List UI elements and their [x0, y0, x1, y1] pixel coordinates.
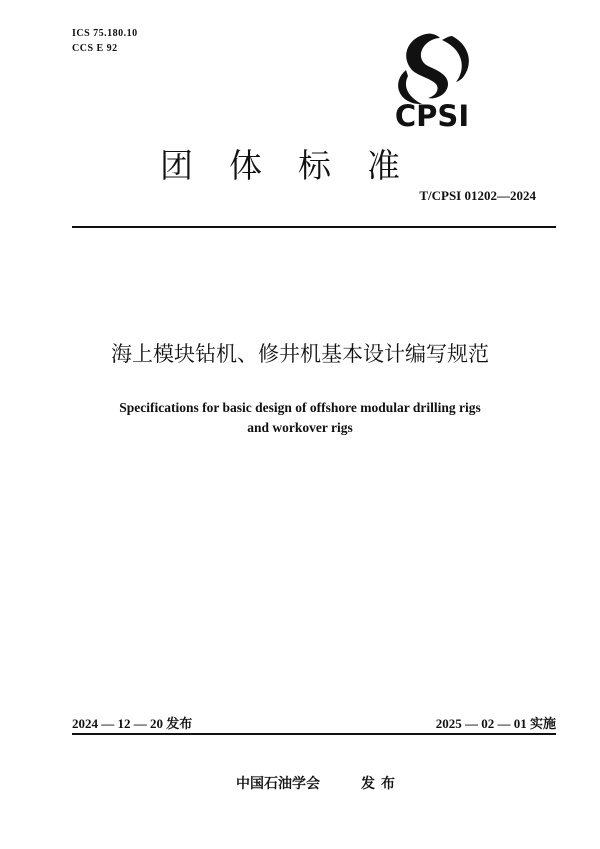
standard-number: T/CPSI 01202—2024: [419, 188, 536, 203]
english-title-line1: Specifications for basic design of offshore modular drilling rigs: [119, 400, 481, 415]
chinese-title: 海上模块钻机、修井机基本设计编写规范: [111, 342, 489, 366]
issue-date: 2024 — 12 — 20 发布: [72, 716, 193, 731]
bottom-divider: [72, 733, 556, 735]
standard-type-heading: 团体标准: [160, 146, 436, 185]
english-title-line2: and workover rigs: [247, 420, 353, 435]
publish-label: 发布: [361, 776, 401, 792]
publisher-name: 中国石油学会: [236, 776, 320, 792]
implementation-date: 2025 — 02 — 01 实施: [435, 716, 556, 731]
cpsi-logo: [378, 26, 486, 134]
top-divider: [72, 226, 556, 228]
ics-code: ICS 75.180.10: [72, 28, 138, 39]
ccs-code: CCS E 92: [72, 43, 118, 54]
logo-text: CPSI: [394, 99, 470, 133]
